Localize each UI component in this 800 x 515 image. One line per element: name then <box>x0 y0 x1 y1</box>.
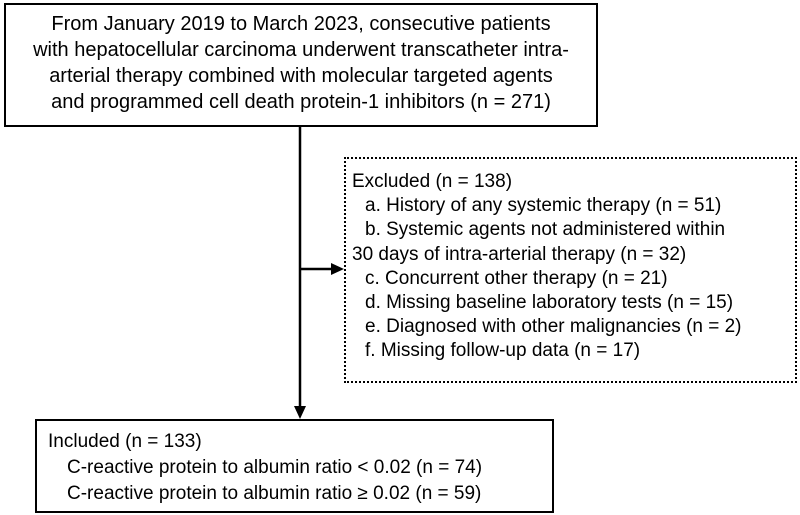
excluded-box <box>344 157 797 383</box>
excluded-item-f: f. Missing follow-up data (n = 17) <box>365 340 641 362</box>
included-group-low-crp: C-reactive protein to albumin ratio < 0.02 (n = 74) <box>67 457 483 478</box>
included-box <box>35 419 554 513</box>
excluded-item-d: d. Missing baseline laboratory tests (n = 15) <box>365 292 734 314</box>
down-arrowhead <box>294 406 306 419</box>
included-title: Included (n = 133) <box>48 431 202 452</box>
enrollment-line-2: with hepatocellular carcinoma underwent transcatheter intra- <box>33 39 569 61</box>
excluded-item-b-continued: 30 days of intra-arterial therapy (n = 32) <box>352 243 687 265</box>
excluded-title: Excluded (n = 138) <box>352 171 513 192</box>
excluded-item-c: c. Concurrent other therapy (n = 21) <box>365 267 668 289</box>
enrollment-box <box>4 3 598 127</box>
excluded-item-e: e. Diagnosed with other malignancies (n = 2) <box>365 316 742 338</box>
included-group-high-crp: C-reactive protein to albumin ratio ≥ 0.02 (n = 59) <box>67 483 482 504</box>
enrollment-line-3: arterial therapy combined with molecular targeted agents <box>49 65 553 87</box>
enrollment-line-1: From January 2019 to March 2023, consecutive patients <box>51 13 551 35</box>
excluded-item-b: b. Systemic agents not administered within <box>365 219 726 241</box>
enrollment-line-4: and programmed cell death protein-1 inhibitors (n = 271) <box>51 91 551 113</box>
right-arrowhead <box>331 263 344 275</box>
excluded-item-a: a. History of any systemic therapy (n = 51) <box>365 195 722 217</box>
